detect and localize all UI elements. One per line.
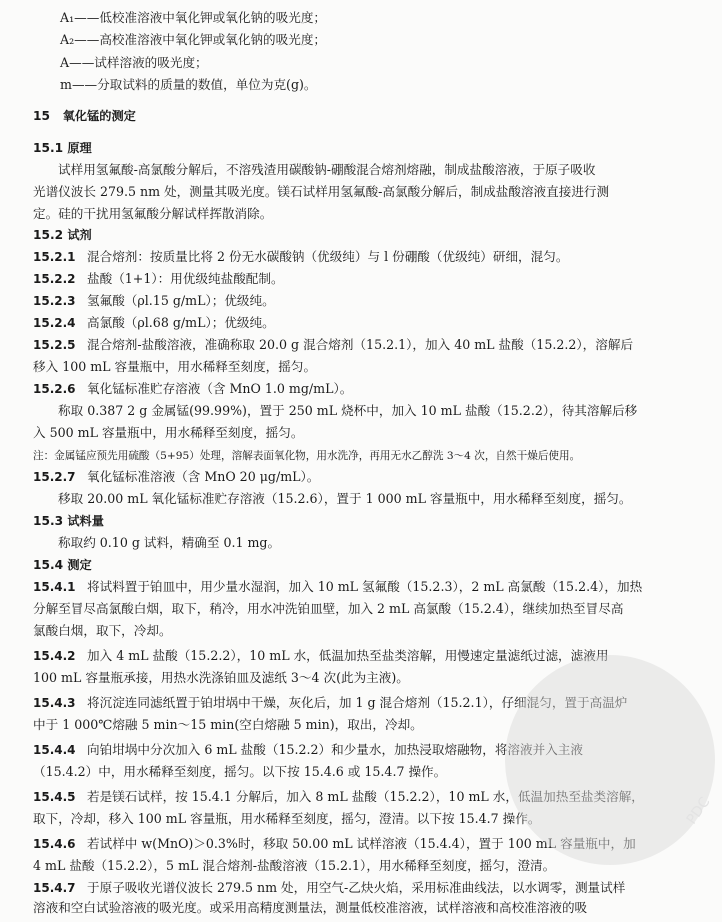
reagent-item: [33, 271, 284, 287]
item-text: 高氯酸（ρl.68 g/mL）；优级纯。: [87, 315, 275, 330]
item-number: 15.4.5: [33, 790, 76, 804]
heading-15-1: 15.1 原理: [33, 141, 92, 155]
item-text: 混合熔剂-盐酸溶液，准确称取 20.0 g 混合熔剂（15.2.1），加入 40 mL 盐酸（15.2.2），溶解后: [87, 337, 634, 352]
reagent-item: [33, 293, 275, 309]
section-title: 氧化锰的测定: [62, 109, 136, 123]
heading-15-2: 15.2 试剂: [33, 228, 92, 242]
item-number: 15.2.2: [33, 272, 76, 286]
reagent-item: [33, 469, 319, 485]
reagent-item: [33, 381, 352, 397]
paragraph-line: 移取 20.00 mL 氧化锰标准贮存溶液（15.2.6），置于 1 000 mL 容量瓶中，用水稀释至刻度，摇匀。: [58, 491, 632, 506]
item-number: 15.2.1: [33, 250, 76, 264]
paragraph-line: 100 mL 容量瓶承接，用热水洗涤铂皿及滤纸 3～4 次(此为主液)。: [33, 670, 409, 685]
item-number: 15.4.6: [33, 837, 76, 851]
definition-a: A——试样溶液的吸光度；: [60, 55, 208, 70]
item-number: 15.2.5: [33, 338, 76, 352]
procedure-item: [33, 648, 608, 664]
procedure-item: [33, 742, 583, 758]
reagent-item: [33, 337, 633, 353]
item-text: 将试料置于铂皿中，用少量水湿润，加入 10 mL 氢氟酸（15.2.3），2 mL 高氯酸（15.2.4），加热: [87, 579, 643, 594]
paragraph-line: 定。硅的干扰用氢氟酸分解试样挥散消除。: [33, 206, 273, 221]
paragraph-line: 取下，冷却，移入 100 mL 容量瓶，用水稀释至刻度，摇匀，澄清。以下按 15.4.7 操作。: [33, 811, 541, 826]
definition-a2: A₂——高校准溶液中氧化钾或氧化钠的吸光度；: [60, 32, 327, 47]
paragraph-line: 中于 1 000℃熔融 5 min～15 min(空白熔融 5 min)，取出，冷却。: [33, 717, 423, 732]
item-text: 于原子吸收光谱仪波长 279.5 nm 处，用空气-乙炔火焰，采用标准曲线法，以水调零，测量试样: [87, 880, 626, 895]
note-text: 注：金属锰应预先用硫酸（5+95）处理，溶解表面氧化物，用水洗净，再用无水乙醇洗 3～4 次，自然干燥后使用。: [33, 450, 581, 462]
reagent-item: [33, 249, 568, 265]
paragraph-line: （15.4.2）中，用水稀释至刻度，摇匀。以下按 15.4.6 或 15.4.7 操作。: [33, 764, 447, 779]
paragraph-line: 4 mL 盐酸（15.2.2），5 mL 混合熔剂-盐酸溶液（15.2.1），用水稀释至刻度，摇匀，澄清。: [33, 858, 556, 873]
heading-15-4: 15.4 测定: [33, 558, 92, 572]
paragraph-line: 溶液和空白试验溶液的吸光度。或采用高精度测量法，测量低校准溶液，试样溶液和高校准溶液的吸: [33, 900, 588, 915]
section-number: 15: [33, 109, 50, 123]
definition-m: m——分取试料的质量的数值，单位为克(g)。: [60, 77, 317, 92]
item-number: 15.4.2: [33, 649, 76, 663]
item-text: 盐酸（1+1）：用优级纯盐酸配制。: [87, 271, 284, 286]
item-text: 加入 4 mL 盐酸（15.2.2），10 mL 水，低温加热至盐类溶解，用慢速定量滤纸过滤，滤液用: [87, 648, 609, 663]
item-text: 将沉淀连同滤纸置于铂坩埚中干燥，灰化后，加 1 g 混合熔剂（15.2.1），仔细混匀，置于高温炉: [87, 695, 628, 710]
item-number: 15.4.3: [33, 696, 76, 710]
procedure-item: [33, 579, 642, 595]
item-text: 若是镁石试样，按 15.4.1 分解后，加入 8 mL 盐酸（15.2.2），10 mL 水，低温加热至盐类溶解，: [87, 789, 644, 804]
item-number: 15.2.4: [33, 316, 76, 330]
item-number: 15.2.6: [33, 382, 76, 396]
item-text: 氢氟酸（ρl.15 g/mL）；优级纯。: [87, 293, 275, 308]
paragraph-line: 氯酸白烟，取下，冷却。: [33, 623, 172, 638]
paragraph-line: 光谱仪波长 279.5 nm 处，测量其吸光度。镁石试样用氢氟酸-高氯酸分解后，制成盐酸溶液直接进行测: [33, 184, 610, 199]
item-text: 若试样中 w(MnO)＞0.3%时，移取 50.00 mL 试样溶液（15.4.4），置于 100 mL 容量瓶中，加: [87, 836, 636, 851]
paragraph-line: 称取 0.387 2 g 金属锰(99.99%)，置于 250 mL 烧杯中，加入 10 mL 盐酸（15.2.2），待其溶解后移: [58, 403, 638, 418]
reagent-item: [33, 315, 275, 331]
item-number: 15.4.1: [33, 580, 76, 594]
item-number: 15.4.4: [33, 743, 76, 757]
paragraph-line: 称取约 0.10 g 试料，精确至 0.1 mg。: [58, 535, 281, 550]
item-text: 氧化锰标准贮存溶液（含 MnO 1.0 mg/mL）。: [87, 381, 353, 396]
procedure-item: [33, 880, 625, 896]
item-text: 氧化锰标准溶液（含 MnO 20 μg/mL）。: [87, 469, 320, 484]
heading-15-3: 15.3 试料量: [33, 514, 104, 528]
paragraph-line: 分解至冒尽高氯酸白烟，取下，稍冷，用水冲洗铂皿壁，加入 2 mL 高氯酸（15.2.4），继续加热至冒尽高: [33, 601, 624, 616]
item-text: 混合熔剂：按质量比将 2 份无水碳酸钠（优级纯）与 l 份硼酸（优级纯）研细，混匀。: [87, 249, 569, 264]
item-number: 15.4.7: [33, 881, 76, 895]
item-number: 15.2.3: [33, 294, 76, 308]
item-number: 15.2.7: [33, 470, 76, 484]
paragraph-line: 移入 100 mL 容量瓶中，用水稀释至刻度，摇匀。: [33, 359, 317, 374]
watermark-seal: [505, 655, 715, 865]
paragraph-line: 入 500 mL 容量瓶中，用水稀释至刻度，摇匀。: [33, 425, 304, 440]
watermark-text: PDC: [683, 794, 714, 828]
section-heading: [33, 108, 136, 124]
paragraph-line: 试样用氢氟酸-高氯酸分解后，不溶残渣用碳酸钠-硼酸混合熔剂熔融，制成盐酸溶液，于原子吸收: [58, 162, 596, 177]
item-text: 向铂坩埚中分次加入 6 mL 盐酸（15.2.2）和少量水，加热浸取熔融物，将溶液并入主液: [87, 742, 583, 757]
definition-a1: A₁——低校准溶液中氧化钾或氧化钠的吸光度；: [60, 10, 327, 25]
